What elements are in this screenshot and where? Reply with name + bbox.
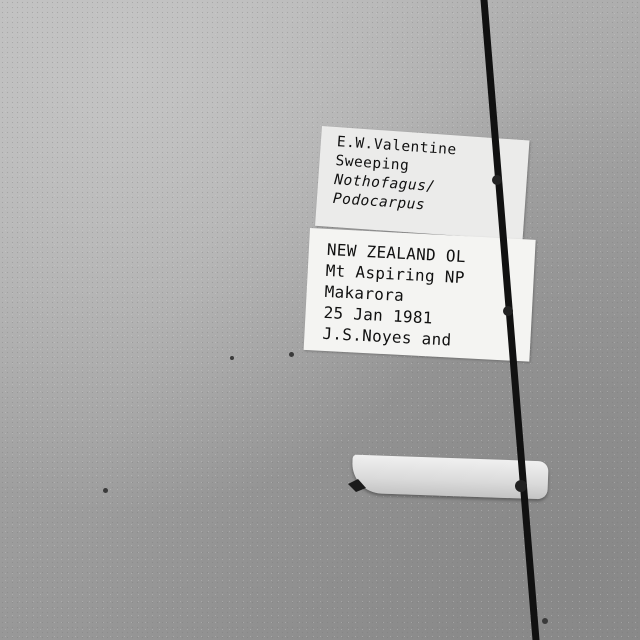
collector-label-line-4: Podocarpus — [332, 190, 426, 214]
collector-label-line-1: E.W.Valentine — [336, 134, 458, 159]
collector-label-line-2: Sweeping — [335, 153, 410, 175]
collector-label-line-3: Nothofagus/ — [333, 172, 437, 196]
locality-label-line-1: NEW ZEALAND OL — [326, 239, 467, 267]
locality-label-line-5: J.S.Noyes and — [322, 323, 452, 350]
locality-label-line-3: Makarora — [324, 281, 405, 306]
locality-label-line-4: 25 Jan 1981 — [323, 302, 434, 328]
locality-label-line-2: Mt Aspiring NP — [325, 260, 466, 288]
